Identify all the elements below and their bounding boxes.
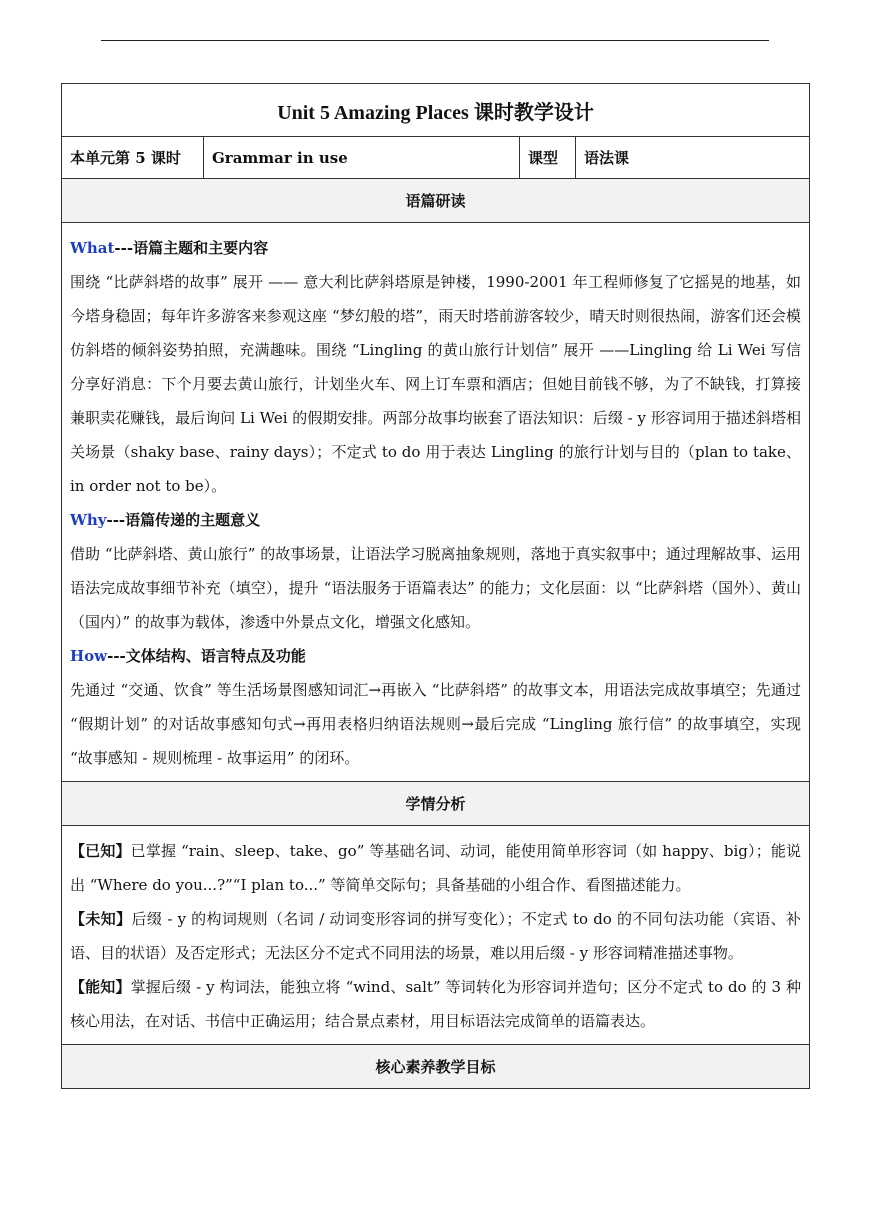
text-study-content: [62, 223, 810, 782]
unknown-tag: 【未知】: [70, 910, 132, 928]
why-title: ---语篇传递的主题意义: [106, 511, 261, 529]
what-title: ---语篇主题和主要内容: [114, 239, 269, 257]
known-paragraph: [70, 834, 801, 902]
lesson-type-label: 课型: [520, 137, 576, 179]
lesson-plan-table: [61, 83, 810, 1089]
unknown-text: 后缀 - y 的构词规则（名词 / 动词变形容词的拼写变化）；不定式 to do 的不同句法功能（宾语、补语、目的状语）及否定形式；无法区分不定式不同用法的场景，难以用后缀 - y 形容词精准描述事物。: [70, 910, 802, 962]
how-key: How: [70, 647, 108, 665]
lesson-number-label: 本单元第 5 课时: [62, 137, 204, 179]
what-paragraph: 围绕 “比萨斜塔的故事” 展开 —— 意大利比萨斜塔原是钟楼，1990-2001 年工程师修复了它摇晃的地基，如今塔身稳固；每年许多游客来参观这座 “梦幻般的塔”，雨天时塔前游客较少，晴天时则很热闹，游客们还会模仿斜塔的倾斜姿势拍照，充满趣味。围绕 “Lingling 的黄山旅行计划信” 展开 ——Lingling 给 Li Wei 写信分享好消息：下个月要去黄山旅行，计划坐火车、网上订车票和酒店；但她目前钱不够，为了不缺钱，打算接兼职卖花赚钱，最后询问 Li Wei 的假期安排。两部分故事均嵌套了语法知识：后缀 - y 形容词用于描述斜塔相关场景（shaky base、rainy days）；不定式 to do 用于表达 Lingling 的旅行计划与目的（plan to take、in order not to be）。: [70, 273, 802, 495]
what-heading: [70, 231, 801, 265]
known-tag: 【已知】: [70, 842, 131, 860]
document-title: Unit 5 Amazing Places 课时教学设计: [62, 84, 810, 137]
header-rule: [101, 40, 769, 41]
lesson-name: Grammar in use: [204, 137, 520, 179]
how-paragraph: 先通过 “交通、饮食” 等生活场景图感知词汇→再嵌入 “比萨斜塔” 的故事文本，用语法完成故事填空；先通过 “假期计划” 的对话故事感知句式→再用表格归纳语法规则→最后完成 “Lingling 旅行信” 的故事填空，实现 “故事感知 - 规则梳理 - 故事运用” 的闭环。: [70, 681, 802, 767]
what-key: What: [70, 239, 115, 257]
known-text: 已掌握 “rain、sleep、take、go” 等基础名词、动词，能使用简单形容词（如 happy、big）；能说出 “Where do you...?”“I plan to...” 等简单交际句；具备基础的小组合作、看图描述能力。: [70, 842, 802, 894]
learner-analysis-content: [62, 826, 810, 1045]
lesson-type-value: 语法课: [576, 137, 810, 179]
how-heading: [70, 639, 801, 673]
able-paragraph: [70, 970, 801, 1038]
section-header-text-study: 语篇研读: [62, 179, 810, 223]
why-key: Why: [70, 511, 107, 529]
section-header-core-goals: 核心素养教学目标: [62, 1045, 810, 1089]
unknown-paragraph: [70, 902, 801, 970]
how-title: ---文体结构、语言特点及功能: [107, 647, 306, 665]
why-paragraph: 借助 “比萨斜塔、黄山旅行” 的故事场景，让语法学习脱离抽象规则，落地于真实叙事中；通过理解故事、运用语法完成故事细节补充（填空），提升 “语法服务于语篇表达” 的能力；文化层面：以 “比萨斜塔（国外）、黄山（国内）” 的故事为载体，渗透中外景点文化，增强文化感知。: [70, 545, 802, 631]
why-heading: [70, 503, 801, 537]
able-text: 掌握后缀 - y 构词法，能独立将 “wind、salt” 等词转化为形容词并造句；区分不定式 to do 的 3 种核心用法，在对话、书信中正确运用；结合景点素材，用目标语法完成简单的语篇表达。: [70, 978, 802, 1030]
able-tag: 【能知】: [70, 978, 131, 996]
section-header-learner-analysis: 学情分析: [62, 782, 810, 826]
